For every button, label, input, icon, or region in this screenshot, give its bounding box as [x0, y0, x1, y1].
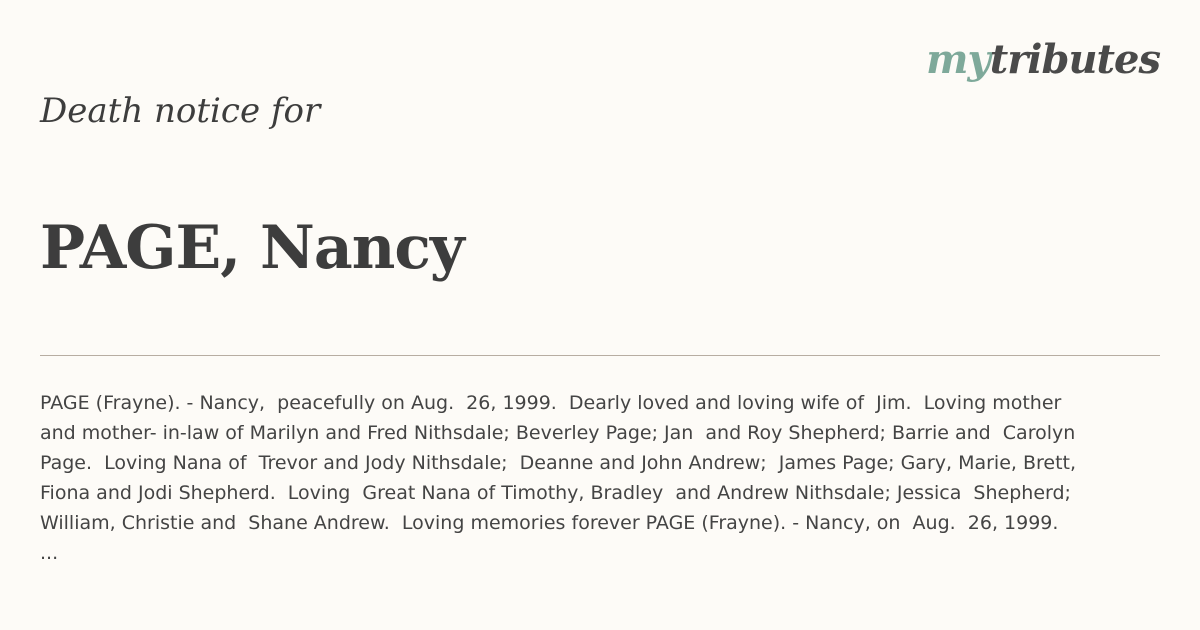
logo-my: my: [926, 36, 990, 83]
notice-line: William, Christie and Shane Andrew. Loving memories forever PAGE (Frayne). - Nancy, on Aug. 26, 1999.: [40, 512, 1059, 534]
divider: [40, 355, 1160, 356]
death-notice-heading: Death notice for: [40, 91, 321, 131]
notice-line: Fiona and Jodi Shepherd. Loving Great Nana of Timothy, Bradley and Andrew Nithsdale; Jessica Shepherd;: [40, 482, 1071, 504]
deceased-name: PAGE, Nancy: [40, 213, 464, 283]
notice-line: and mother- in-law of Marilyn and Fred Nithsdale; Beverley Page; Jan and Roy Shepherd; Barrie and Carolyn: [40, 422, 1076, 444]
logo-tributes: tributes: [989, 36, 1160, 83]
notice-ellipsis: ...: [40, 542, 59, 564]
mytributes-logo[interactable]: [926, 36, 1160, 84]
notice-line: Page. Loving Nana of Trevor and Jody Nithsdale; Deanne and John Andrew; James Page; Gary, Marie, Brett,: [40, 452, 1077, 474]
notice-text: [40, 388, 1160, 568]
notice-line: PAGE (Frayne). - Nancy, peacefully on Aug. 26, 1999. Dearly loved and loving wife of Jim. Loving mother: [40, 392, 1062, 414]
